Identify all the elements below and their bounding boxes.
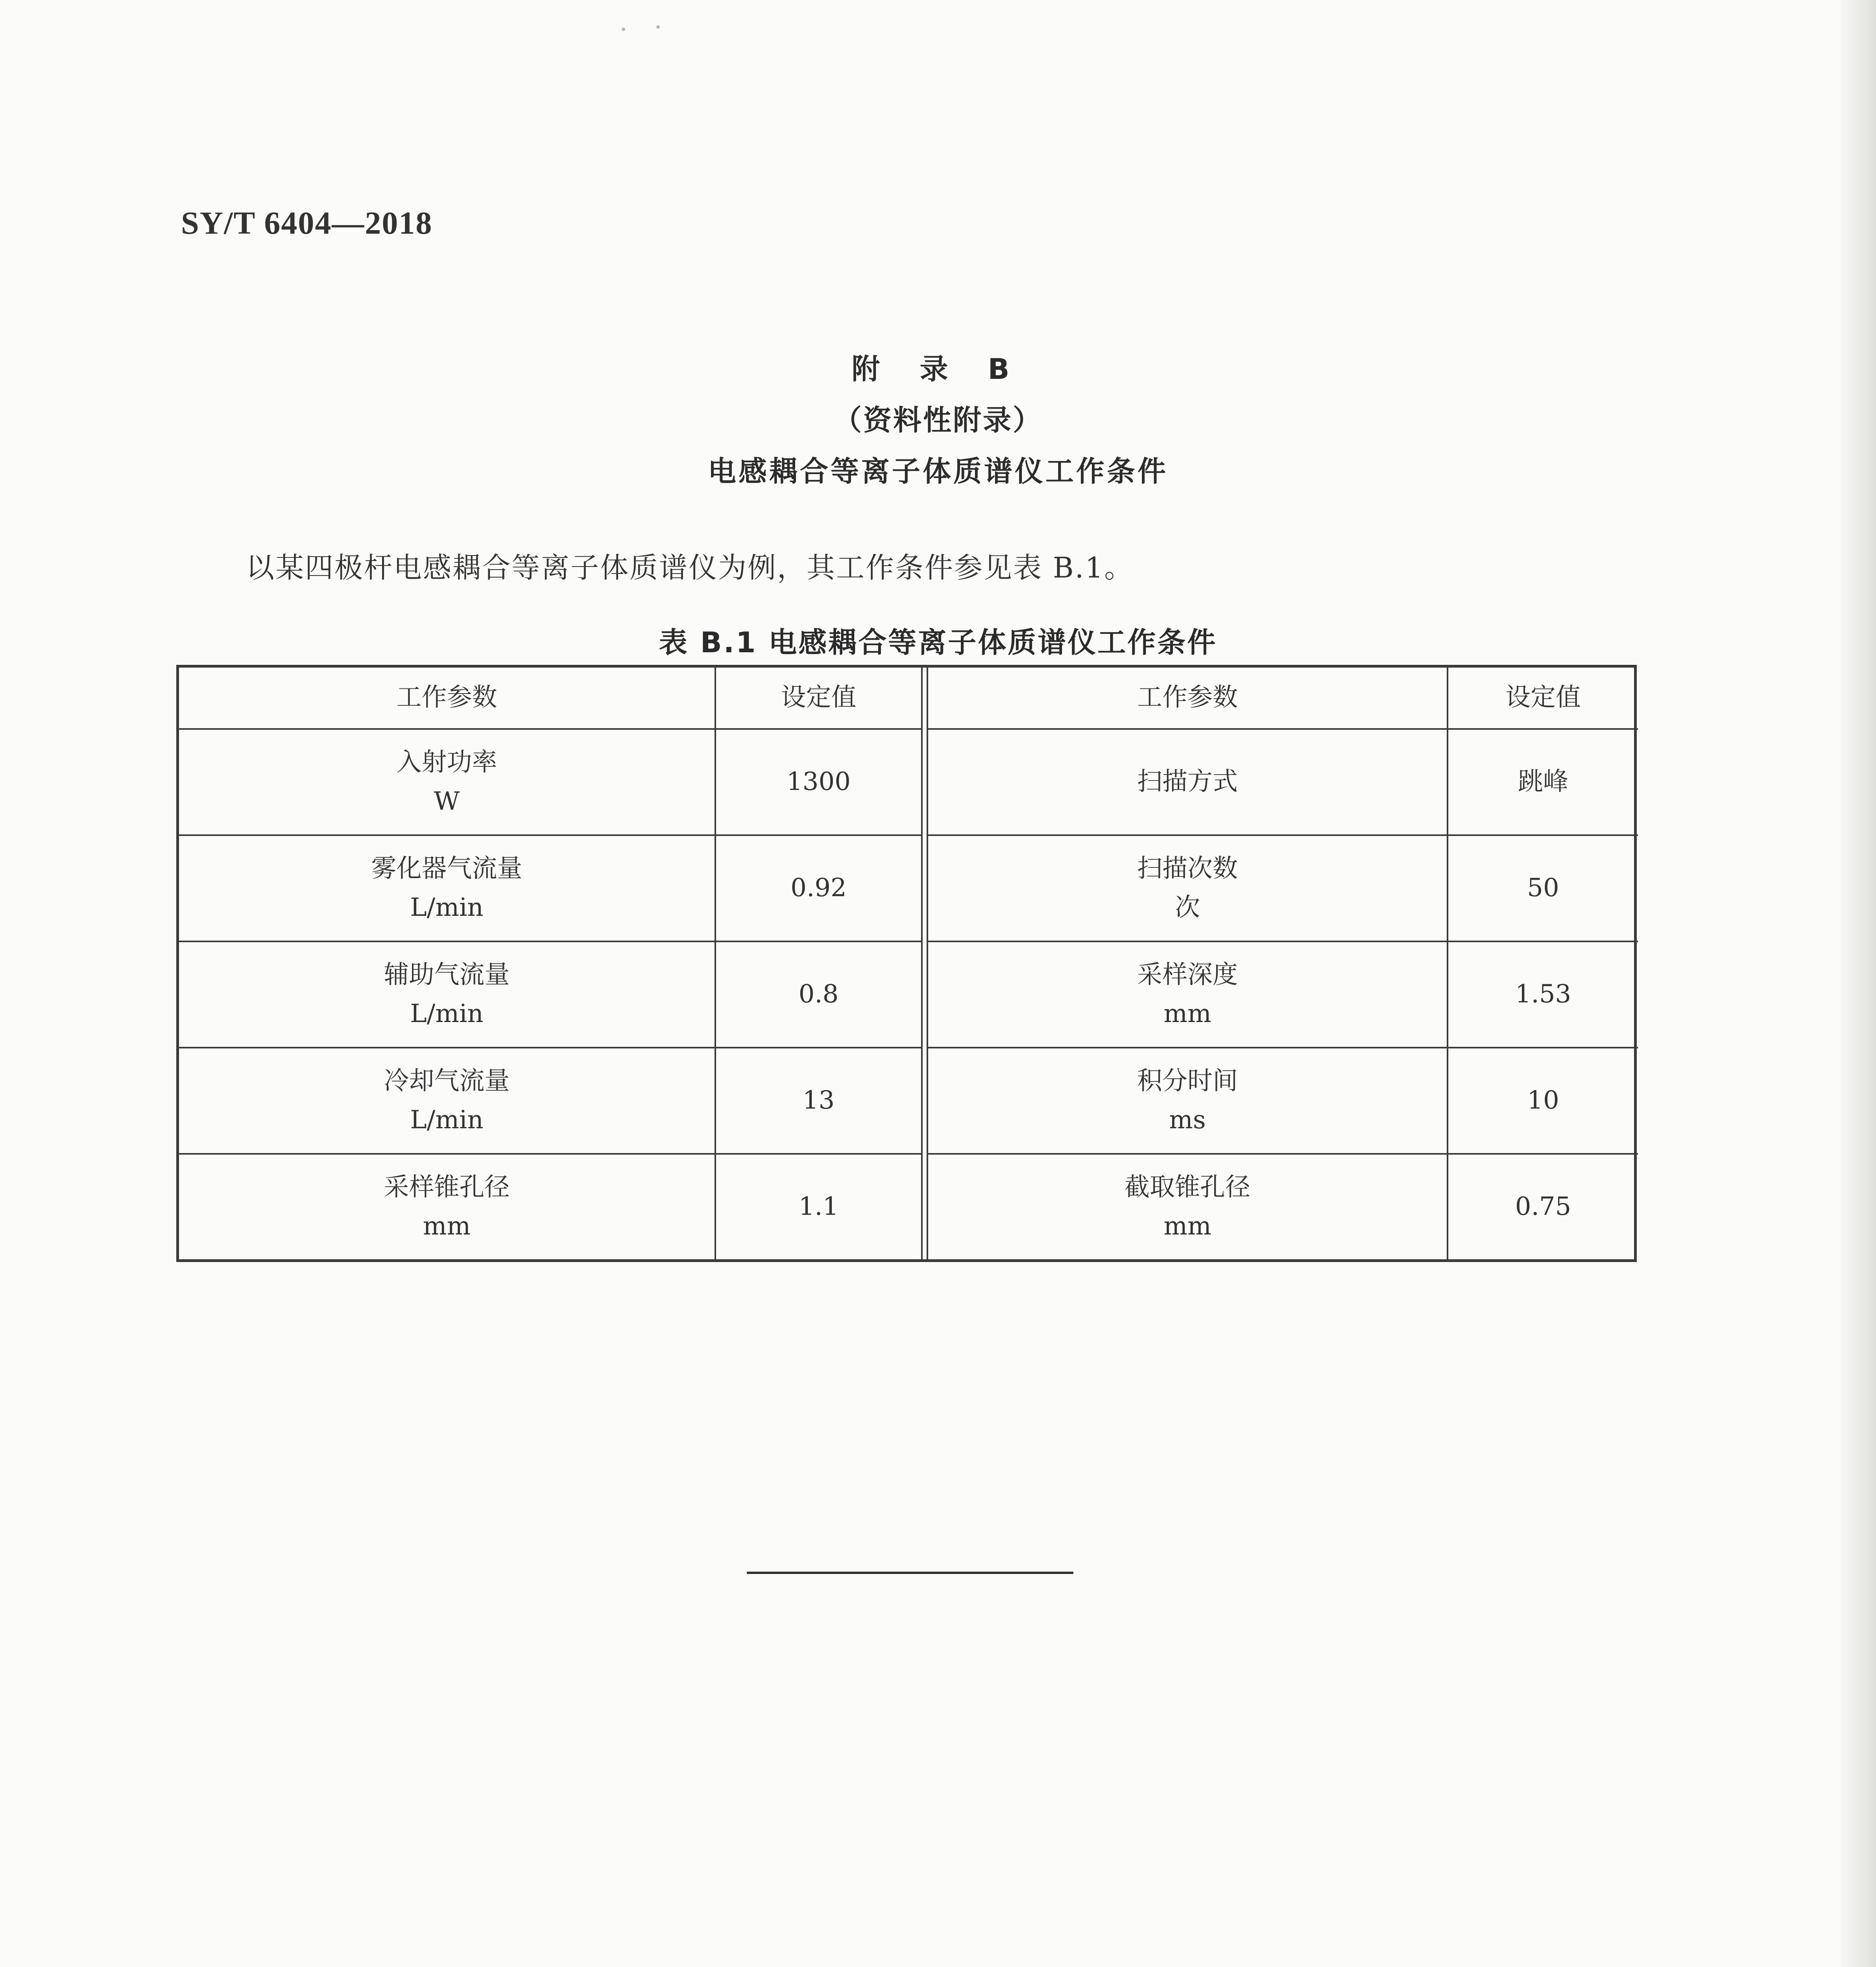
value-cell: 1300: [787, 767, 851, 797]
param-cell: [179, 836, 716, 941]
param-cell: [928, 942, 1448, 1047]
param-cell: [928, 730, 1448, 834]
param-unit: mm: [1163, 999, 1211, 1028]
param-name: 辅助气流量: [384, 960, 510, 989]
param-unit: L/min: [410, 893, 484, 922]
table-header-row: [928, 668, 1638, 728]
param-cell: [179, 942, 716, 1047]
param-unit: mm: [1163, 1212, 1211, 1241]
value-cell: 1.1: [798, 1192, 839, 1222]
table-row: [179, 1047, 921, 1153]
table-right-half: [927, 668, 1638, 1259]
document-code: SY/T 6404—2018: [181, 205, 433, 241]
param-cell: [928, 1155, 1448, 1259]
value-cell: 13: [802, 1086, 835, 1115]
intro-paragraph: 以某四极杆电感耦合等离子体质谱仪为例，其工作条件参见表 B.1。: [246, 551, 1134, 584]
table-row: [928, 941, 1638, 1047]
value-cell: 0.92: [790, 873, 847, 903]
value-cell: 1.53: [1515, 980, 1571, 1009]
param-unit: mm: [423, 1212, 471, 1241]
table-header-row: [179, 668, 921, 728]
param-name: 入射功率: [396, 747, 497, 777]
param-name: 截取锥孔径: [1124, 1172, 1250, 1202]
param-unit: 次: [1175, 893, 1200, 922]
param-unit: L/min: [410, 1105, 484, 1135]
param-name: 采样深度: [1137, 960, 1238, 989]
table-caption: 表 B.1 电感耦合等离子体质谱仪工作条件: [659, 626, 1217, 659]
param-name: 积分时间: [1137, 1066, 1238, 1096]
scan-speck: [622, 28, 625, 31]
table-row: [928, 1047, 1638, 1153]
scan-speck: [656, 25, 660, 29]
appendix-title: 电感耦合等离子体质谱仪工作条件: [707, 455, 1168, 488]
value-cell: 0.8: [798, 980, 839, 1009]
header-param: 工作参数: [928, 668, 1448, 728]
table-row: [928, 834, 1638, 941]
table-row: [179, 834, 921, 941]
param-unit: W: [434, 787, 460, 816]
param-unit: L/min: [410, 999, 484, 1028]
value-cell: 0.75: [1515, 1192, 1571, 1222]
appendix-type: （资料性附录）: [833, 404, 1043, 437]
param-name: 冷却气流量: [384, 1066, 510, 1096]
value-cell: 10: [1527, 1086, 1559, 1115]
page-edge-shadow: [1841, 0, 1876, 1967]
param-cell: [179, 1048, 716, 1153]
value-cell: 50: [1527, 873, 1559, 903]
conditions-table: [176, 665, 1637, 1262]
param-name: 雾化器气流量: [371, 854, 523, 883]
param-cell: [928, 1048, 1448, 1153]
table-row: [928, 1153, 1638, 1259]
end-rule: [747, 1572, 1073, 1574]
header-param: 工作参数: [179, 668, 716, 728]
param-name: 采样锥孔径: [384, 1172, 510, 1202]
appendix-label: 附 录 B: [851, 352, 1025, 386]
table-row: [928, 728, 1638, 834]
param-cell: [179, 1155, 716, 1259]
table-row: [179, 1153, 921, 1259]
param-cell: [179, 730, 716, 834]
header-value: 设定值: [781, 683, 857, 712]
param-unit: ms: [1169, 1105, 1206, 1135]
header-value: 设定值: [1505, 683, 1581, 712]
table-row: [179, 941, 921, 1047]
param-name: 扫描次数: [1137, 854, 1238, 883]
value-cell: 跳峰: [1518, 767, 1568, 797]
table-row: [179, 728, 921, 834]
param-name: 扫描方式: [1137, 767, 1238, 797]
table-left-half: [179, 668, 923, 1259]
param-cell: [928, 836, 1448, 941]
